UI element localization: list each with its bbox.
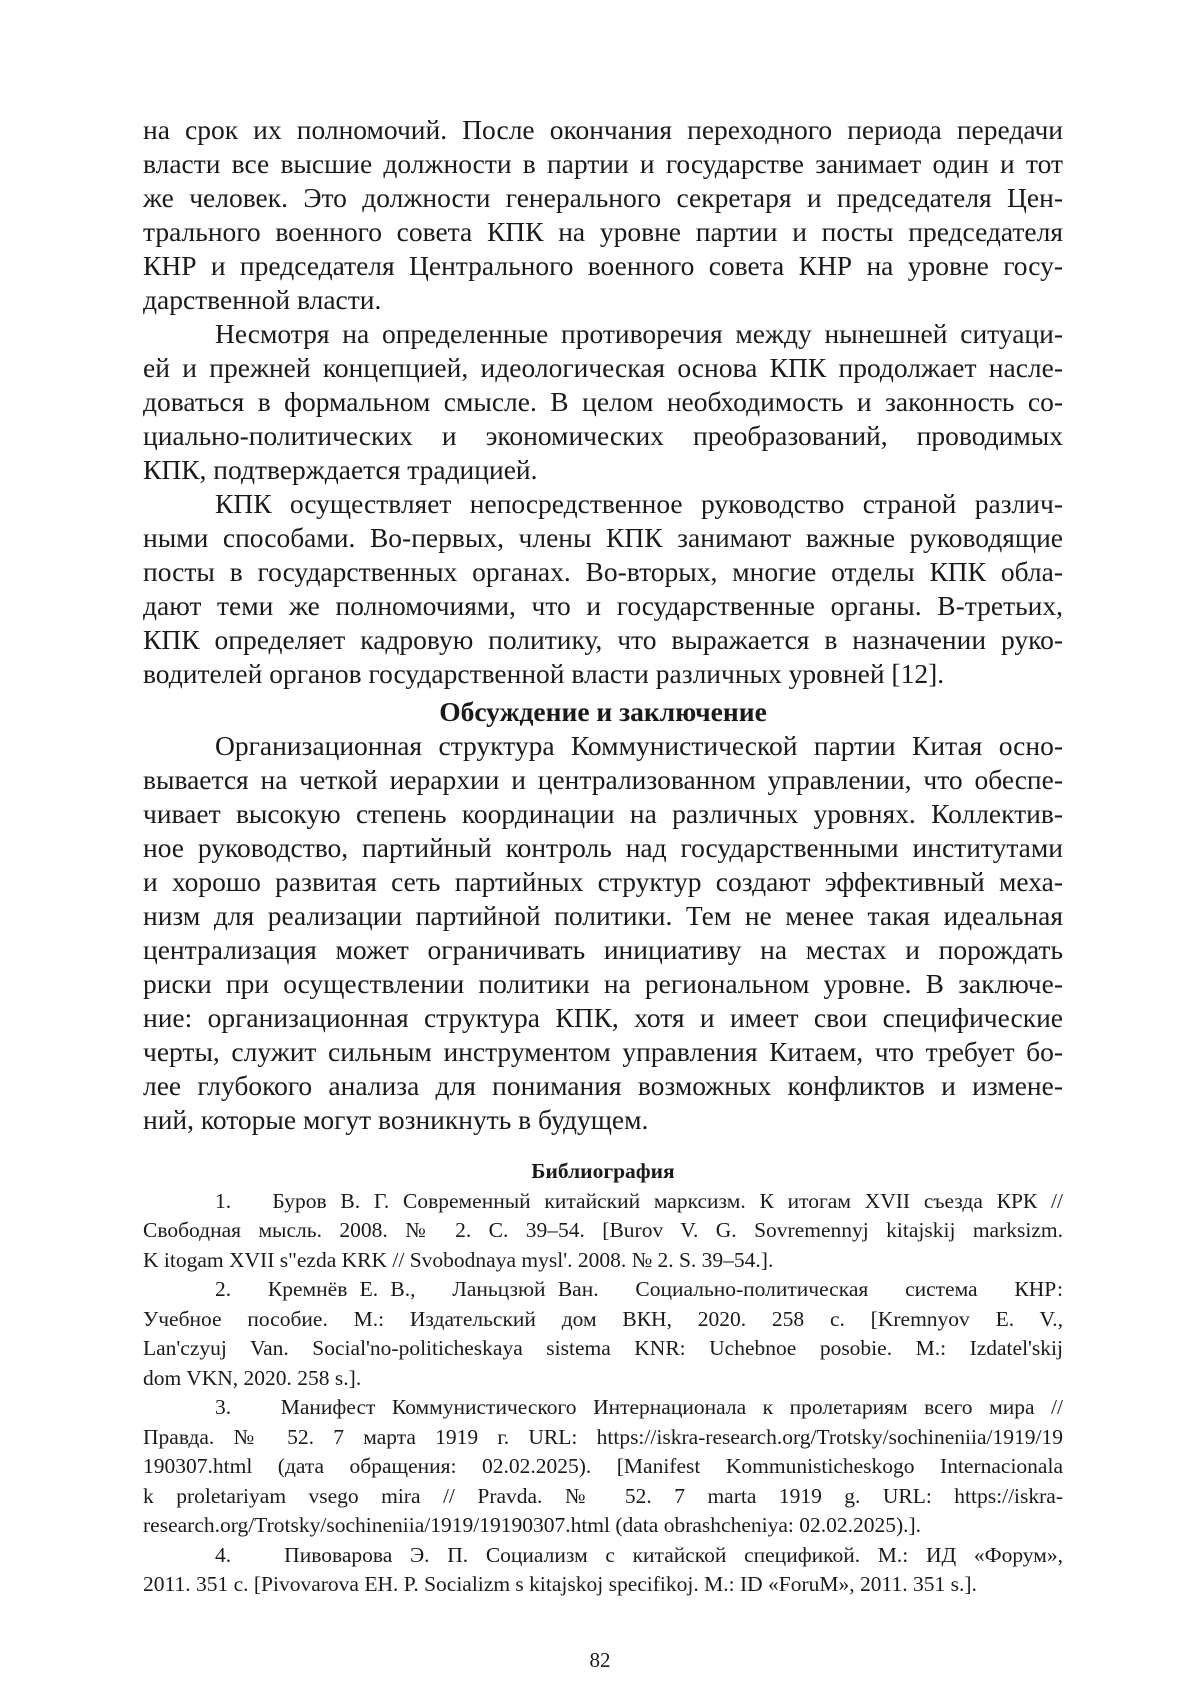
text-line: ний, которые могут возникнуть в будущем. xyxy=(143,1103,1063,1137)
text-line: 2. Кремнёв Е. В., Ланьцзюй Ван. Социально-политическая система КНР: xyxy=(143,1275,1063,1305)
text-line: КНР и председателя Центрального военного совета КНР на уровне госу- xyxy=(143,249,1063,283)
text-line: 190307.html (дата обращения: 02.02.2025). [Manifest Kommunisticheskogo Internacionala xyxy=(143,1452,1063,1482)
text-line: ей и прежней концепцией, идеологическая основа КПК продолжает насле- xyxy=(143,351,1063,385)
text-line: власти все высшие должности в партии и государстве занимает один и тот xyxy=(143,147,1063,181)
text-line: dom VKN, 2020. 258 s.]. xyxy=(143,1364,1063,1394)
text-line: на срок их полномочий. После окончания переходного периода передачи xyxy=(143,113,1063,147)
text-line: Учебное пособие. М.: Издательский дом ВКН, 2020. 258 с. [Kremnyov E. V., xyxy=(143,1305,1063,1335)
paragraph xyxy=(143,113,1063,317)
text-line: КПК, подтверждается традицией. xyxy=(143,453,1063,487)
bibliography xyxy=(143,1157,1063,1600)
text-line: 1. Буров В. Г. Современный китайский марксизм. К итогам XVII съезда КРК // xyxy=(143,1187,1063,1217)
page-number: 82 xyxy=(0,1648,1200,1673)
text-line: централизация может ограничивать инициативу на местах и порождать xyxy=(143,933,1063,967)
section-heading: Обсуждение и заключение xyxy=(143,695,1063,729)
text-line: дарственной власти. xyxy=(143,283,1063,317)
conclusion-paragraph xyxy=(143,729,1063,1137)
text-line: циально-политических и экономических преобразований, проводимых xyxy=(143,419,1063,453)
bibliography-heading: Библиография xyxy=(143,1157,1063,1187)
text-line: Правда. № 52. 7 марта 1919 г. URL: https://iskra-research.org/Trotsky/sochineniia/1919/19 xyxy=(143,1423,1063,1453)
paragraph xyxy=(143,487,1063,691)
text-line: посты в государственных органах. Во-вторых, многие отделы КПК обла- xyxy=(143,555,1063,589)
text-line: риски при осуществлении политики на региональном уровне. В заключе- xyxy=(143,967,1063,1001)
text-line: Lan'czyuj Van. Social'no-politicheskaya sistema KNR: Uchebnoe posobie. M.: Izdatel'skij xyxy=(143,1334,1063,1364)
text-line: водителей органов государственной власти различных уровней [12]. xyxy=(143,657,1063,691)
text-line: же человек. Это должности генерального секретаря и председателя Цен- xyxy=(143,181,1063,215)
text-line: K itogam XVII s"ezda KRK // Svobodnaya mysl'. 2008. № 2. S. 39–54.]. xyxy=(143,1246,1063,1276)
text-line: ние: организационная структура КПК, хотя и имеет свои специфические xyxy=(143,1001,1063,1035)
bibliography-item xyxy=(143,1393,1063,1541)
text-line: Свободная мысль. 2008. № 2. С. 39–54. [Burov V. G. Sovremennyj kitajskij marksizm. xyxy=(143,1216,1063,1246)
text-line: ное руководство, партийный контроль над государственными институтами xyxy=(143,831,1063,865)
text-line: 3. Манифест Коммунистического Интернационала к пролетариям всего мира // xyxy=(143,1393,1063,1423)
text-line: КПК осуществляет непосредственное руководство страной различ- xyxy=(143,487,1063,521)
text-line: КПК определяет кадровую политику, что выражается в назначении руко- xyxy=(143,623,1063,657)
text-line: дают теми же полномочиями, что и государственные органы. В-третьих, xyxy=(143,589,1063,623)
text-line: лее глубокого анализа для понимания возможных конфликтов и измене- xyxy=(143,1069,1063,1103)
text-line: k proletariyam vsego mira // Pravda. № 52. 7 marta 1919 g. URL: https://iskra- xyxy=(143,1482,1063,1512)
paragraph xyxy=(143,317,1063,487)
text-line: ными способами. Во-первых, члены КПК занимают важные руководящие xyxy=(143,521,1063,555)
text-line: Несмотря на определенные противоречия между нынешней ситуаци- xyxy=(143,317,1063,351)
text-line: черты, служит сильным инструментом управления Китаем, что требует бо- xyxy=(143,1035,1063,1069)
bibliography-item xyxy=(143,1541,1063,1600)
text-line: 2011. 351 с. [Pivovarova EH. P. Socializm s kitajskoj specifikoj. M.: ID «ForuM», 2011. 351 s.]. xyxy=(143,1570,1063,1600)
text-line: доваться в формальном смысле. В целом необходимость и законность со- xyxy=(143,385,1063,419)
text-line: низм для реализации партийной политики. Тем не менее такая идеальная xyxy=(143,899,1063,933)
bibliography-item xyxy=(143,1187,1063,1276)
text-line: трального военного совета КПК на уровне партии и посты председателя xyxy=(143,215,1063,249)
text-line: вывается на четкой иерархии и централизованном управлении, что обеспе- xyxy=(143,763,1063,797)
text-line: чивает высокую степень координации на различных уровнях. Коллектив- xyxy=(143,797,1063,831)
main-text xyxy=(143,113,1063,1137)
text-line: research.org/Trotsky/sochineniia/1919/19190307.html (data obrashcheniya: 02.02.2025).]. xyxy=(143,1511,1063,1541)
bibliography-item xyxy=(143,1275,1063,1393)
text-line: и хорошо развитая сеть партийных структур создают эффективный меха- xyxy=(143,865,1063,899)
text-line: Организационная структура Коммунистической партии Китая осно- xyxy=(143,729,1063,763)
text-line: 4. Пивоварова Э. П. Социализм с китайской спецификой. М.: ИД «Форум», xyxy=(143,1541,1063,1571)
